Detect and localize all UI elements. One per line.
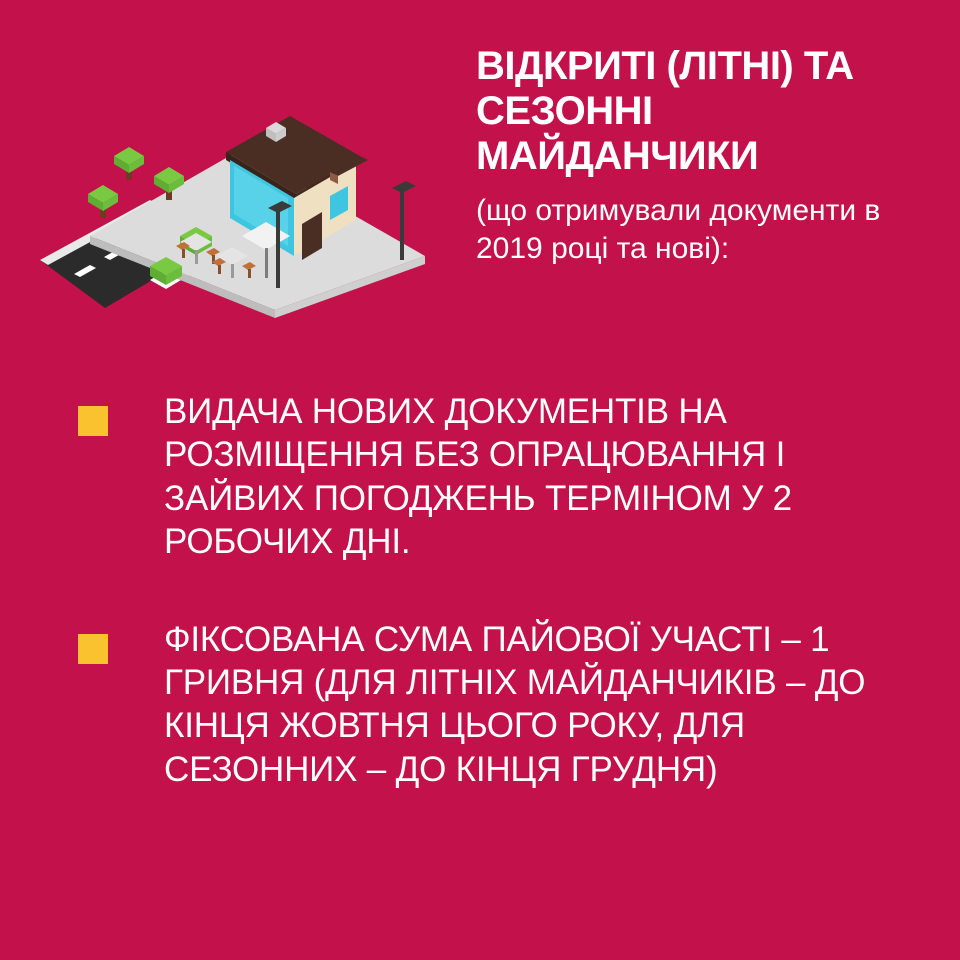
bullet-list xyxy=(0,390,960,845)
page-title: ВІДКРИТІ (ЛІТНІ) ТА СЕЗОННІ МАЙДАНЧИКИ xyxy=(476,44,854,178)
list-item xyxy=(0,390,960,564)
header-section xyxy=(0,0,960,350)
list-item-text: ФІКСОВАНА СУМА ПАЙОВОЇ УЧАСТІ – 1 ГРИВНЯ (ДЛЯ ЛІТНІХ МАЙДАНЧИКІВ – ДО КІНЦЯ ЖОВТНЯ ЦЬОГО РОКУ, ДЛЯ СЕЗОННИХ – ДО КІНЦЯ ГРУДНЯ) xyxy=(164,619,866,789)
bullet-square-icon xyxy=(78,406,108,436)
bullet-square-icon xyxy=(78,634,108,664)
headline-block xyxy=(476,44,936,267)
list-item xyxy=(0,618,960,792)
page-subtitle: (що отримували документи в 2019 році та нові): xyxy=(476,194,881,265)
list-item-text: ВИДАЧА НОВИХ ДОКУМЕНТІВ НА РОЗМІЩЕННЯ БЕЗ ОПРАЦЮВАННЯ І ЗАЙВИХ ПОГОДЖЕНЬ ТЕРМІНОМ У 2 РОБОЧИХ ДНІ. xyxy=(164,392,792,562)
isometric-summer-terrace-cafe xyxy=(30,60,430,320)
